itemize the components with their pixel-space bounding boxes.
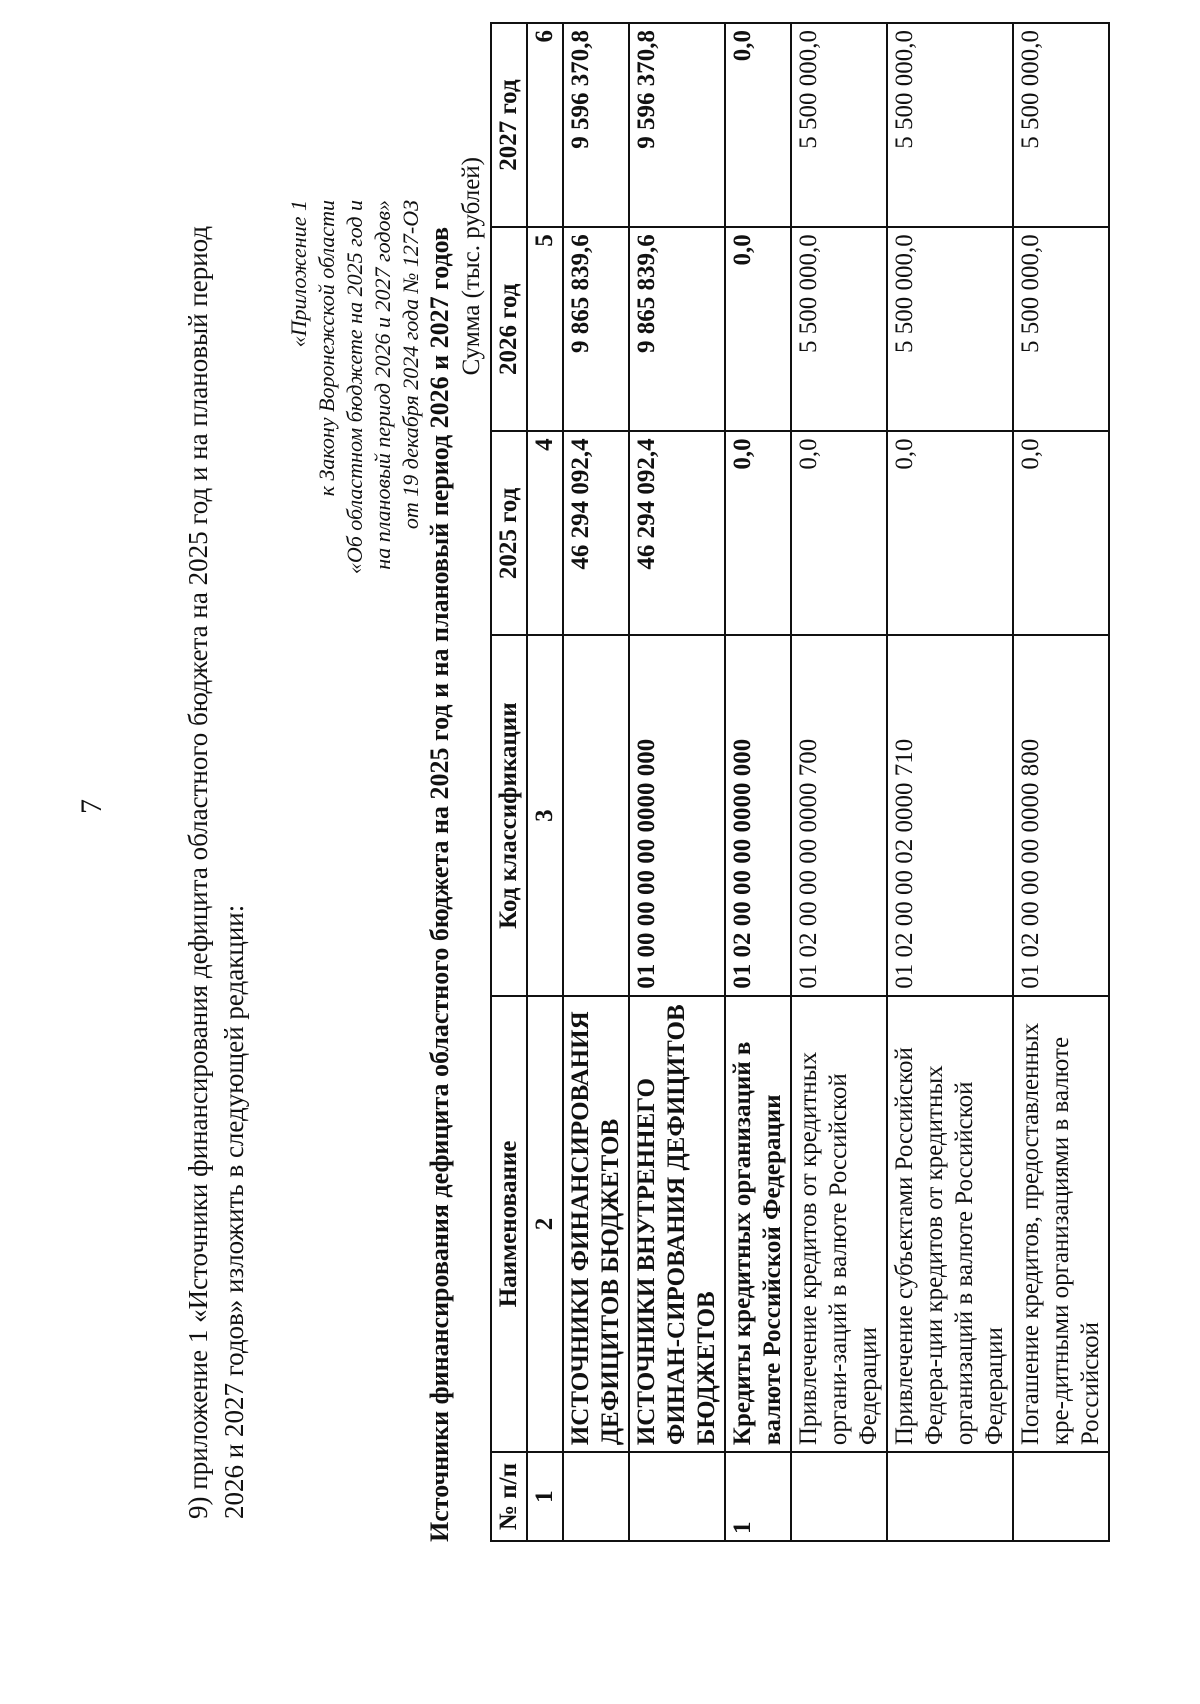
page-number: 7 — [75, 799, 108, 814]
row-code: 01 02 00 00 02 0000 710 — [887, 636, 1013, 996]
header-2027: 2027 год — [491, 23, 527, 227]
row-num — [791, 1452, 887, 1541]
row-2025: 0,0 — [1013, 431, 1109, 635]
table-row — [629, 23, 725, 1541]
row-code: 01 02 00 00 00 0000 000 — [725, 636, 791, 996]
row-num — [629, 1452, 725, 1541]
header-code: Код классификации — [491, 636, 527, 996]
column-number: 2 — [527, 996, 563, 1452]
row-2025: 0,0 — [725, 431, 791, 635]
row-2027: 5 500 000,0 — [887, 23, 1013, 227]
row-name: Привлечение субъектами Российской Федера-ции кредитов от кредитных организаций в валюте Российской Федерации — [887, 996, 1013, 1452]
appendix-line-3: «Об областном бюджете на 2025 год и — [342, 200, 367, 575]
row-code: 01 02 00 00 00 0000 800 — [1013, 636, 1109, 996]
header-2026: 2026 год — [491, 227, 527, 431]
header-2025: 2025 год — [491, 431, 527, 635]
row-num — [887, 1452, 1013, 1541]
appendix-line-2: к Закону Воронежской области — [314, 200, 339, 497]
row-name: Привлечение кредитов от кредитных органи-заций в валюте Российской Федерации — [791, 996, 887, 1452]
table-row — [887, 23, 1013, 1541]
row-2026: 9 865 839,6 — [629, 227, 725, 431]
row-num: 1 — [725, 1452, 791, 1541]
row-2027: 5 500 000,0 — [791, 23, 887, 227]
financing-sources-table — [490, 22, 1110, 1542]
header-name: Наименование — [491, 996, 527, 1452]
table-header-row — [491, 23, 527, 1541]
appendix-reference — [285, 200, 425, 574]
intro-paragraph — [180, 199, 252, 1519]
row-2026: 5 500 000,0 — [791, 227, 887, 431]
row-2026: 5 500 000,0 — [887, 227, 1013, 431]
row-2027: 5 500 000,0 — [1013, 23, 1109, 227]
column-number-row — [527, 23, 563, 1541]
appendix-line-4: на плановый период 2026 и 2027 годов» — [370, 200, 395, 570]
row-2026: 5 500 000,0 — [1013, 227, 1109, 431]
intro-line-1: 9) приложение 1 «Источники финансирования дефицита областного бюджета на 2025 год и на плановый период — [183, 225, 213, 1519]
intro-line-2: 2026 и 2027 годов» изложить в следующей редакции: — [219, 904, 249, 1519]
row-code: 01 02 00 00 00 0000 700 — [791, 636, 887, 996]
row-2026: 0,0 — [725, 227, 791, 431]
row-2027: 9 596 370,8 — [563, 23, 629, 227]
table-row — [563, 23, 629, 1541]
row-code — [563, 636, 629, 996]
table-row — [1013, 23, 1109, 1541]
table-row — [791, 23, 887, 1541]
column-number: 5 — [527, 227, 563, 431]
column-number: 6 — [527, 23, 563, 227]
row-2025: 46 294 092,4 — [563, 431, 629, 635]
row-num — [563, 1452, 629, 1541]
row-name: ИСТОЧНИКИ ВНУТРЕННЕГО ФИНАН-СИРОВАНИЯ ДЕФИЦИТОВ БЮДЖЕТОВ — [629, 996, 725, 1452]
header-num: № п/п — [491, 1452, 527, 1541]
appendix-line-5: от 19 декабря 2024 года № 127-ОЗ — [398, 200, 423, 530]
column-number: 4 — [527, 431, 563, 635]
table-title: Источники финансирования дефицита областного бюджета на 2025 год и на плановый период 2026 и 2027 годов — [425, 226, 454, 1542]
row-2025: 46 294 092,4 — [629, 431, 725, 635]
row-2025: 0,0 — [791, 431, 887, 635]
row-2025: 0,0 — [887, 431, 1013, 635]
row-name: Погашение кредитов, предоставленных кре-дитными организациями в валюте Российской — [1013, 996, 1109, 1452]
row-name: Кредиты кредитных организаций в валюте Российской Федерации — [725, 996, 791, 1452]
row-code: 01 00 00 00 00 0000 000 — [629, 636, 725, 996]
table-row — [725, 23, 791, 1541]
row-num — [1013, 1452, 1109, 1541]
row-2026: 9 865 839,6 — [563, 227, 629, 431]
column-number: 1 — [527, 1452, 563, 1541]
row-2027: 0,0 — [725, 23, 791, 227]
appendix-line-1: «Приложение 1 — [286, 200, 311, 348]
row-2027: 9 596 370,8 — [629, 23, 725, 227]
row-name: ИСТОЧНИКИ ФИНАНСИРОВАНИЯ ДЕФИЦИТОВ БЮДЖЕТОВ — [563, 996, 629, 1452]
units-label: Сумма (тыс. рублей) — [458, 157, 485, 376]
column-number: 3 — [527, 636, 563, 996]
